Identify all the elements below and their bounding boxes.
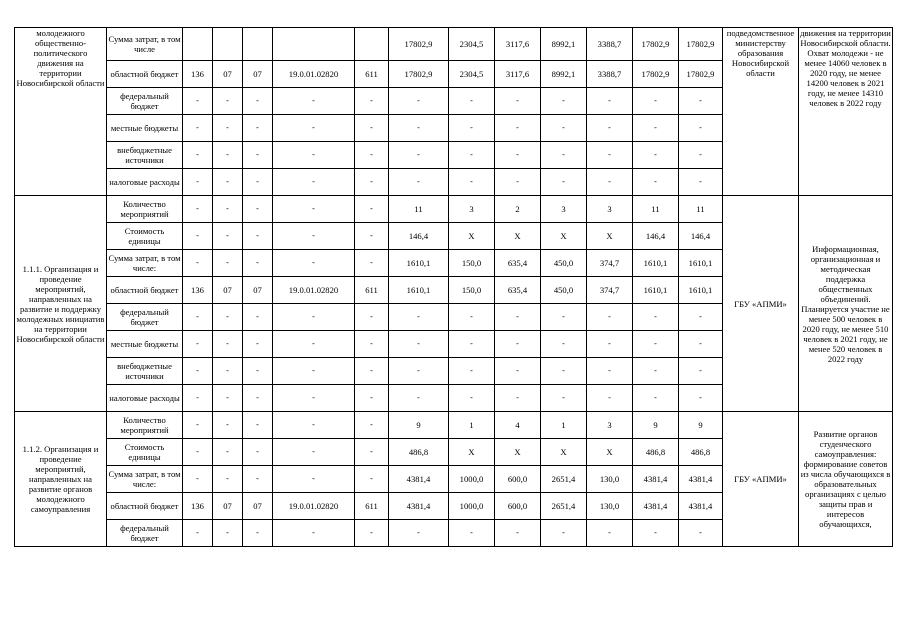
value-cell-rz: 07 [213, 277, 243, 304]
value-cell-y2019: X [495, 223, 541, 250]
value-cell-total: - [389, 304, 449, 331]
value-cell-total: 1610,1 [389, 250, 449, 277]
value-cell-y2020: - [541, 115, 587, 142]
value-cell-y2021: - [587, 304, 633, 331]
value-cell-y2019: 600,0 [495, 493, 541, 520]
value-cell-csr: 19.0.01.02820 [273, 61, 355, 88]
value-cell-y2020: 2651,4 [541, 493, 587, 520]
value-cell-csr: - [273, 142, 355, 169]
value-cell-pr: - [243, 439, 273, 466]
value-cell-y2019: - [495, 385, 541, 412]
value-cell-csr: - [273, 520, 355, 547]
value-cell-y2022: - [633, 115, 679, 142]
value-cell-sum: 17802,9 [679, 28, 723, 61]
value-cell-pr: 07 [243, 493, 273, 520]
value-cell-y2019: - [495, 358, 541, 385]
value-cell-y2018: - [449, 304, 495, 331]
value-cell-y2019: - [495, 169, 541, 196]
value-cell-grbs: - [183, 196, 213, 223]
value-cell-y2018: - [449, 88, 495, 115]
value-cell-grbs: - [183, 520, 213, 547]
value-cell-total: - [389, 358, 449, 385]
value-cell-total: - [389, 169, 449, 196]
table-row [15, 412, 893, 439]
value-cell-rz: - [213, 358, 243, 385]
value-cell-grbs: - [183, 169, 213, 196]
value-cell-y2019: - [495, 520, 541, 547]
value-cell-y2020: - [541, 520, 587, 547]
value-cell-sum: 1610,1 [679, 250, 723, 277]
value-cell-y2020: 3 [541, 196, 587, 223]
value-cell-y2020: 2651,4 [541, 466, 587, 493]
value-cell-y2020: - [541, 331, 587, 358]
value-cell-y2022: 4381,4 [633, 493, 679, 520]
value-cell-sum: - [679, 142, 723, 169]
value-cell-y2020: X [541, 439, 587, 466]
indicator-cell: федеральный бюджет [107, 88, 183, 115]
value-cell-y2018: 1 [449, 412, 495, 439]
value-cell-vr: - [355, 331, 389, 358]
value-cell-y2022: 486,8 [633, 439, 679, 466]
value-cell-vr: 611 [355, 277, 389, 304]
value-cell-y2022: 11 [633, 196, 679, 223]
value-cell-y2022: - [633, 385, 679, 412]
value-cell-total: - [389, 385, 449, 412]
value-cell-total: 17802,9 [389, 28, 449, 61]
value-cell-pr: - [243, 115, 273, 142]
indicator-cell: областной бюджет [107, 277, 183, 304]
value-cell-sum: 4381,4 [679, 466, 723, 493]
table-row [15, 28, 893, 61]
value-cell-y2019: X [495, 439, 541, 466]
indicator-cell: Стоимость единицы [107, 439, 183, 466]
value-cell-vr [355, 28, 389, 61]
indicator-cell: областной бюджет [107, 61, 183, 88]
value-cell-y2018: 3 [449, 196, 495, 223]
value-cell-csr: - [273, 250, 355, 277]
value-cell-sum: 9 [679, 412, 723, 439]
value-cell-y2020: - [541, 385, 587, 412]
value-cell-rz [213, 28, 243, 61]
value-cell-rz: - [213, 331, 243, 358]
value-cell-rz: 07 [213, 493, 243, 520]
value-cell-y2018: 2304,5 [449, 61, 495, 88]
expected-result-cell: движения на территории Новосибирской области. Охват молодежи - не менее 14060 человек в 2020 году, не менее 14200 человек в 2021 году, не менее 14310 человек в 2022 году [799, 28, 893, 196]
value-cell-csr [273, 28, 355, 61]
value-cell-pr: - [243, 331, 273, 358]
value-cell-grbs: - [183, 88, 213, 115]
value-cell-csr: - [273, 358, 355, 385]
value-cell-y2021: 3388,7 [587, 28, 633, 61]
value-cell-rz: - [213, 196, 243, 223]
value-cell-vr: - [355, 169, 389, 196]
value-cell-rz: - [213, 412, 243, 439]
value-cell-y2021: 3 [587, 196, 633, 223]
value-cell-y2022: 17802,9 [633, 61, 679, 88]
value-cell-sum: 17802,9 [679, 61, 723, 88]
value-cell-vr: - [355, 115, 389, 142]
value-cell-y2022: 17802,9 [633, 28, 679, 61]
value-cell-vr: - [355, 412, 389, 439]
value-cell-pr: - [243, 196, 273, 223]
value-cell-rz: - [213, 88, 243, 115]
value-cell-total: 9 [389, 412, 449, 439]
value-cell-pr: 07 [243, 277, 273, 304]
value-cell-y2021: X [587, 223, 633, 250]
value-cell-vr: - [355, 88, 389, 115]
value-cell-rz: - [213, 115, 243, 142]
value-cell-y2022: 1610,1 [633, 277, 679, 304]
value-cell-y2022: - [633, 331, 679, 358]
value-cell-y2020: 8992,1 [541, 28, 587, 61]
value-cell-rz: - [213, 520, 243, 547]
value-cell-grbs: - [183, 385, 213, 412]
value-cell-pr: - [243, 466, 273, 493]
value-cell-y2021: 3 [587, 412, 633, 439]
value-cell-y2018: - [449, 115, 495, 142]
value-cell-y2022: - [633, 304, 679, 331]
value-cell-vr: - [355, 196, 389, 223]
indicator-cell: федеральный бюджет [107, 520, 183, 547]
indicator-cell: налоговые расходы [107, 385, 183, 412]
value-cell-y2022: 1610,1 [633, 250, 679, 277]
indicator-cell: Количество мероприятий [107, 196, 183, 223]
value-cell-y2019: 3117,6 [495, 61, 541, 88]
value-cell-y2018: 2304,5 [449, 28, 495, 61]
value-cell-y2021: - [587, 142, 633, 169]
value-cell-rz: - [213, 169, 243, 196]
value-cell-csr: - [273, 169, 355, 196]
value-cell-pr: - [243, 223, 273, 250]
value-cell-y2022: - [633, 520, 679, 547]
value-cell-y2018: - [449, 169, 495, 196]
value-cell-y2018: 1000,0 [449, 493, 495, 520]
measure-name-cell: молодежного общественно-политического движения на территории Новосибирской области [15, 28, 107, 196]
value-cell-sum: 4381,4 [679, 493, 723, 520]
value-cell-pr: - [243, 169, 273, 196]
table-row [15, 196, 893, 223]
value-cell-y2019: 2 [495, 196, 541, 223]
value-cell-sum: 1610,1 [679, 277, 723, 304]
value-cell-y2021: 3388,7 [587, 61, 633, 88]
value-cell-rz: - [213, 142, 243, 169]
indicator-cell: местные бюджеты [107, 331, 183, 358]
value-cell-csr: - [273, 304, 355, 331]
value-cell-y2021: - [587, 385, 633, 412]
value-cell-grbs: - [183, 250, 213, 277]
value-cell-sum: - [679, 358, 723, 385]
expected-result-cell: Развитие органов студенческого самоуправления: формирование советов из числа обучающихся в образовательных организациях с целью защиты прав и интересов обучающихся, [799, 412, 893, 547]
value-cell-y2018: 150,0 [449, 277, 495, 304]
value-cell-pr: - [243, 250, 273, 277]
value-cell-y2018: - [449, 520, 495, 547]
value-cell-grbs: - [183, 412, 213, 439]
executor-cell: ГБУ «АПМИ» [723, 412, 799, 547]
value-cell-csr: - [273, 412, 355, 439]
value-cell-vr: - [355, 358, 389, 385]
value-cell-csr: - [273, 385, 355, 412]
indicator-cell: Сумма затрат, в том числе: [107, 466, 183, 493]
value-cell-pr: - [243, 520, 273, 547]
value-cell-y2019: - [495, 88, 541, 115]
value-cell-y2019: 635,4 [495, 277, 541, 304]
value-cell-y2022: - [633, 358, 679, 385]
indicator-cell: Сумма затрат, в том числе: [107, 250, 183, 277]
value-cell-y2018: X [449, 223, 495, 250]
value-cell-y2020: - [541, 88, 587, 115]
value-cell-rz: - [213, 439, 243, 466]
value-cell-grbs: - [183, 223, 213, 250]
value-cell-total: 11 [389, 196, 449, 223]
value-cell-total: - [389, 115, 449, 142]
value-cell-sum: - [679, 169, 723, 196]
value-cell-grbs: - [183, 115, 213, 142]
value-cell-y2021: X [587, 439, 633, 466]
value-cell-csr: 19.0.01.02820 [273, 277, 355, 304]
value-cell-sum: 146,4 [679, 223, 723, 250]
value-cell-vr: 611 [355, 61, 389, 88]
value-cell-y2022: - [633, 142, 679, 169]
value-cell-pr: - [243, 412, 273, 439]
value-cell-y2021: 130,0 [587, 466, 633, 493]
value-cell-grbs: - [183, 439, 213, 466]
value-cell-rz: - [213, 304, 243, 331]
indicator-cell: Сумма затрат, в том числе [107, 28, 183, 61]
value-cell-y2021: 130,0 [587, 493, 633, 520]
value-cell-csr: - [273, 115, 355, 142]
measure-name-cell: 1.1.2. Организация и проведение мероприятий, направленных на развитие органов молодежного самоуправления [15, 412, 107, 547]
indicator-cell: местные бюджеты [107, 115, 183, 142]
value-cell-vr: - [355, 223, 389, 250]
value-cell-pr: - [243, 88, 273, 115]
value-cell-y2020: - [541, 142, 587, 169]
value-cell-total: 17802,9 [389, 61, 449, 88]
value-cell-y2021: - [587, 169, 633, 196]
value-cell-total: - [389, 520, 449, 547]
value-cell-y2019: - [495, 142, 541, 169]
value-cell-y2018: - [449, 142, 495, 169]
value-cell-vr: - [355, 439, 389, 466]
value-cell-grbs: 136 [183, 61, 213, 88]
value-cell-total: - [389, 331, 449, 358]
value-cell-y2020: 8992,1 [541, 61, 587, 88]
value-cell-sum: 486,8 [679, 439, 723, 466]
value-cell-grbs: - [183, 304, 213, 331]
value-cell-y2020: - [541, 169, 587, 196]
value-cell-grbs: - [183, 142, 213, 169]
value-cell-y2020: 1 [541, 412, 587, 439]
value-cell-y2021: 374,7 [587, 250, 633, 277]
value-cell-grbs: - [183, 466, 213, 493]
value-cell-y2018: 1000,0 [449, 466, 495, 493]
value-cell-sum: - [679, 520, 723, 547]
value-cell-csr: - [273, 331, 355, 358]
value-cell-vr: - [355, 466, 389, 493]
value-cell-total: - [389, 142, 449, 169]
value-cell-y2020: 450,0 [541, 277, 587, 304]
value-cell-y2021: - [587, 331, 633, 358]
value-cell-y2019: - [495, 304, 541, 331]
value-cell-y2018: - [449, 358, 495, 385]
value-cell-total: 1610,1 [389, 277, 449, 304]
value-cell-sum: - [679, 88, 723, 115]
value-cell-pr: - [243, 385, 273, 412]
expected-result-cell: Информационная, организационная и методическая поддержка общественных объединений. Планируется участие не менее 500 человек в 2020 году, не менее 510 человек в 2021 году, не менее 520 человек в 2022 году [799, 196, 893, 412]
measure-name-cell: 1.1.1. Организация и проведение мероприятий, направленных на развитие и поддержку молодежных инициатив на территории Новосибирской области [15, 196, 107, 412]
indicator-cell: внебюджетные источники [107, 358, 183, 385]
value-cell-y2022: 146,4 [633, 223, 679, 250]
value-cell-y2020: X [541, 223, 587, 250]
value-cell-y2019: 3117,6 [495, 28, 541, 61]
indicator-cell: Количество мероприятий [107, 412, 183, 439]
value-cell-pr: - [243, 358, 273, 385]
value-cell-pr: - [243, 142, 273, 169]
value-cell-csr: - [273, 88, 355, 115]
value-cell-y2018: 150,0 [449, 250, 495, 277]
indicator-cell: Стоимость единицы [107, 223, 183, 250]
value-cell-total: - [389, 88, 449, 115]
value-cell-y2022: - [633, 88, 679, 115]
value-cell-y2020: 450,0 [541, 250, 587, 277]
value-cell-grbs: 136 [183, 493, 213, 520]
value-cell-vr: - [355, 304, 389, 331]
value-cell-csr: - [273, 223, 355, 250]
value-cell-rz: - [213, 250, 243, 277]
value-cell-rz: - [213, 385, 243, 412]
value-cell-y2019: 600,0 [495, 466, 541, 493]
value-cell-vr: - [355, 385, 389, 412]
value-cell-csr: - [273, 466, 355, 493]
value-cell-pr: 07 [243, 61, 273, 88]
value-cell-sum: - [679, 115, 723, 142]
value-cell-y2022: 9 [633, 412, 679, 439]
value-cell-y2021: 374,7 [587, 277, 633, 304]
value-cell-sum: 11 [679, 196, 723, 223]
value-cell-csr: - [273, 196, 355, 223]
value-cell-grbs: 136 [183, 277, 213, 304]
value-cell-rz: - [213, 466, 243, 493]
indicator-cell: внебюджетные источники [107, 142, 183, 169]
indicator-cell: федеральный бюджет [107, 304, 183, 331]
value-cell-y2021: - [587, 115, 633, 142]
value-cell-vr: - [355, 142, 389, 169]
value-cell-vr: 611 [355, 493, 389, 520]
value-cell-grbs [183, 28, 213, 61]
value-cell-sum: - [679, 385, 723, 412]
value-cell-y2021: - [587, 358, 633, 385]
indicator-cell: налоговые расходы [107, 169, 183, 196]
value-cell-total: 486,8 [389, 439, 449, 466]
indicator-cell: областной бюджет [107, 493, 183, 520]
value-cell-csr: 19.0.01.02820 [273, 493, 355, 520]
value-cell-y2019: - [495, 115, 541, 142]
value-cell-pr [243, 28, 273, 61]
value-cell-y2022: 4381,4 [633, 466, 679, 493]
value-cell-total: 4381,4 [389, 466, 449, 493]
value-cell-y2019: - [495, 331, 541, 358]
value-cell-y2020: - [541, 358, 587, 385]
value-cell-y2018: - [449, 385, 495, 412]
value-cell-y2020: - [541, 304, 587, 331]
value-cell-total: 146,4 [389, 223, 449, 250]
value-cell-grbs: - [183, 358, 213, 385]
value-cell-y2021: - [587, 88, 633, 115]
value-cell-y2018: X [449, 439, 495, 466]
value-cell-sum: - [679, 304, 723, 331]
value-cell-rz: 07 [213, 61, 243, 88]
value-cell-sum: - [679, 331, 723, 358]
value-cell-total: 4381,4 [389, 493, 449, 520]
value-cell-rz: - [213, 223, 243, 250]
value-cell-vr: - [355, 250, 389, 277]
value-cell-y2021: - [587, 520, 633, 547]
value-cell-y2019: 635,4 [495, 250, 541, 277]
executor-cell: подведомственное министерству образования Новосибирской области [723, 28, 799, 196]
value-cell-y2019: 4 [495, 412, 541, 439]
funding-table [14, 27, 893, 547]
value-cell-csr: - [273, 439, 355, 466]
executor-cell: ГБУ «АПМИ» [723, 196, 799, 412]
value-cell-vr: - [355, 520, 389, 547]
value-cell-grbs: - [183, 331, 213, 358]
value-cell-y2022: - [633, 169, 679, 196]
value-cell-y2018: - [449, 331, 495, 358]
value-cell-pr: - [243, 304, 273, 331]
